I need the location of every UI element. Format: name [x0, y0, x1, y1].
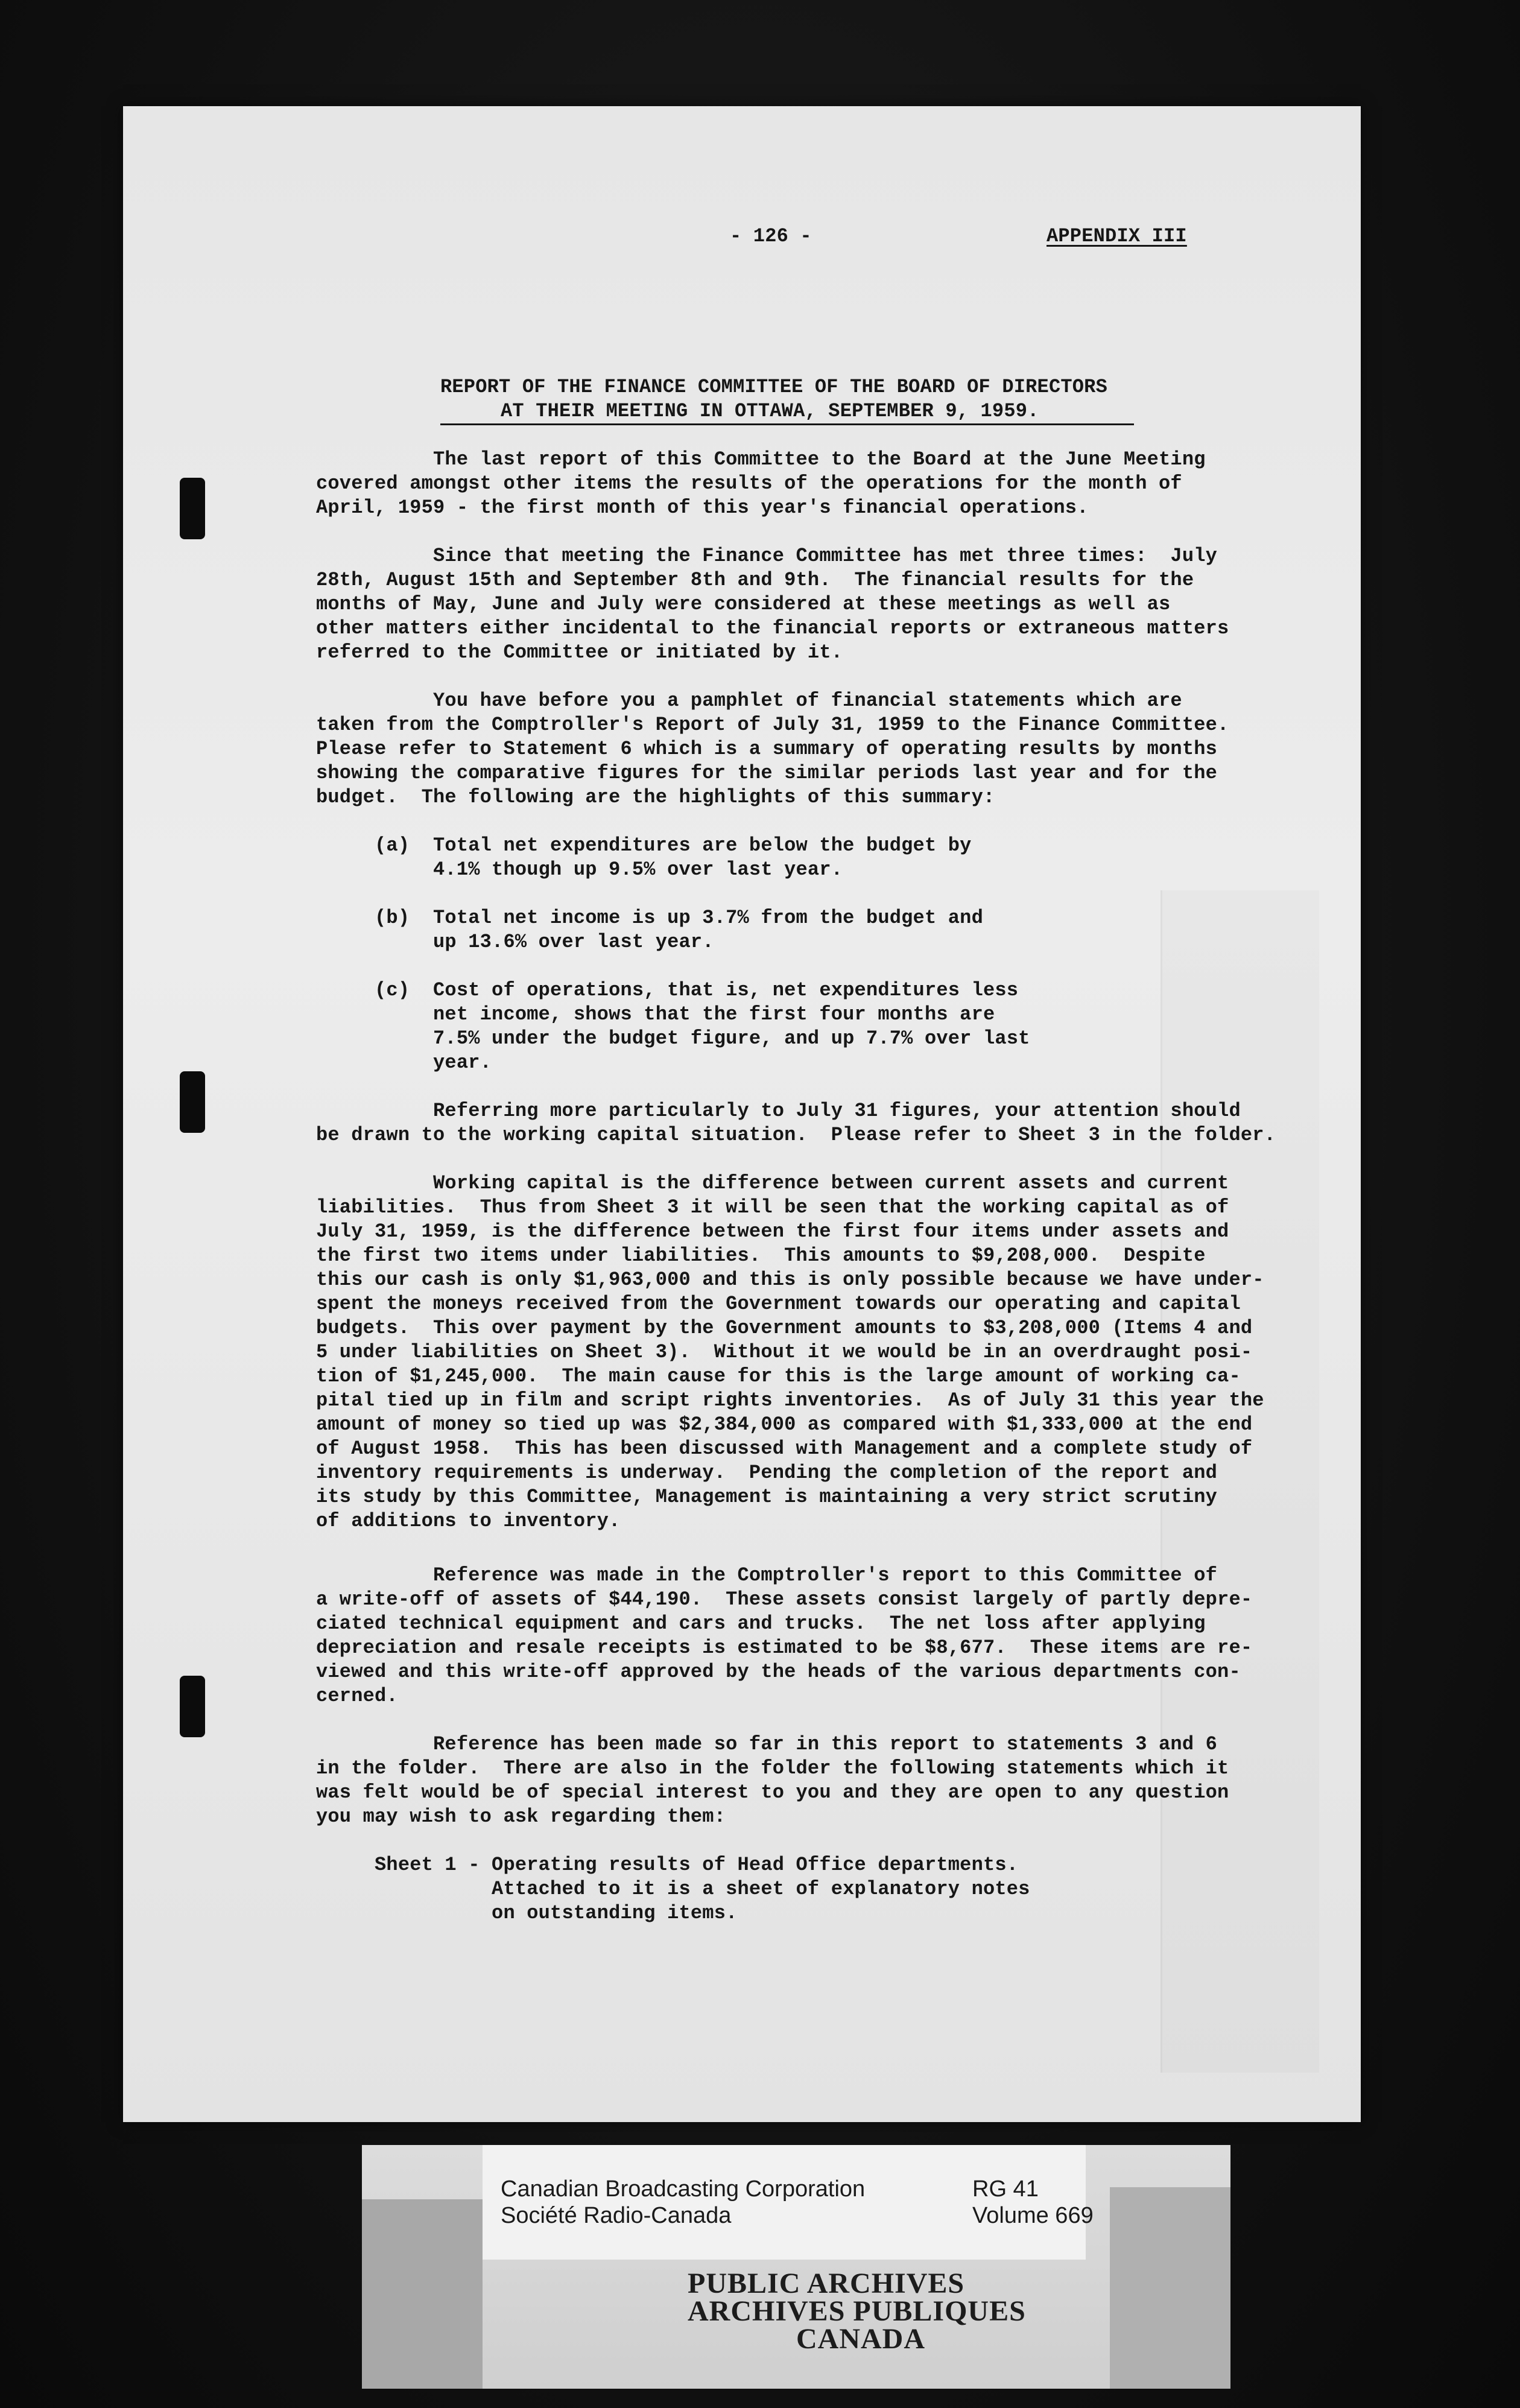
list-item-b: (b) Total net income is up 3.7% from the budget and up 13.6% over last year. — [375, 907, 983, 953]
list-item-c: (c) Cost of operations, that is, net expenditures less net income, shows that the first four months are 7.5% under the budget figure, and up 7.7% over last year. — [375, 979, 1030, 1074]
label-right-tab — [1110, 2187, 1230, 2389]
paragraph-6: Reference was made in the Comptroller's report to this Committee of a write-off of assets of $44,190. These assets consist largely of partly depre- ciated technical equipment and cars and trucks. The net loss after applying depreciation and resale receipts is estimated to be $8,677. These items are re- viewed and this write-off approved by the heads of the various departments con- cerned. — [316, 1564, 1253, 1707]
label-left-tab — [362, 2199, 483, 2389]
punch-hole-top — [180, 478, 205, 539]
stamp-line-1: PUBLIC ARCHIVES — [688, 2267, 965, 2299]
label-card — [483, 2145, 1086, 2260]
archive-label — [362, 2145, 1230, 2389]
volume-number: Volume 669 — [972, 2203, 1094, 2228]
punch-hole-middle — [180, 1071, 205, 1133]
page-number: - 126 - — [730, 225, 812, 247]
appendix-label: APPENDIX III — [1047, 225, 1187, 247]
paragraph-4: Referring more particularly to July 31 figures, your attention should be drawn to the working capital situation. Please refer to Sheet 3 in the folder. — [316, 1100, 1276, 1146]
paragraph-1: The last report of this Committee to the Board at the June Meeting covered amongst other items the results of the operations for the month of April, 1959 - the first month of this year's financial operations. — [316, 448, 1206, 519]
paragraph-5: Working capital is the difference between current assets and current liabilities. Thus from Sheet 3 it will be seen that the working capital as of July 31, 1959, is the difference between the first four items under assets and the first two items under liabilities. This amounts to $9,208,000. Despite this our cash is only $1,963,000 and this is only possible because we have under- spent the moneys received from the Government towards our operating and capital budgets. This over payment by the Government amounts to $3,208,000 (Items 4 and 5 under liabilities on Sheet 3). Without it we would be in an overdraught posi- tion of $1,245,000. The main cause for this is the large amount of working ca- pital tied up in film and script rights inventories. As of July 31 this year the amount of money so tied up was $2,384,000 as compared with $1,333,000 at the end of August 1958. This has been discussed with Management and a complete study of inventory requirements is underway. Pending the completion of the report and its study by this Committee, Management is maintaining a very strict scrutiny of additions to inventory. — [316, 1172, 1264, 1532]
punch-hole-bottom — [180, 1676, 205, 1737]
org-name-english: Canadian Broadcasting Corporation — [501, 2176, 866, 2202]
paragraph-7: Reference has been made so far in this report to statements 3 and 6 in the folder. There are also in the folder the following statements which it was felt would be of special interest to you and they are open to any question you may wish to ask regarding them: — [316, 1733, 1229, 1828]
stamp-line-2: ARCHIVES PUBLIQUES — [688, 2295, 1026, 2327]
title-underline — [440, 423, 1134, 425]
org-name-french: Société Radio-Canada — [501, 2203, 732, 2228]
list-item-a: (a) Total net expenditures are below the budget by 4.1% though up 9.5% over last year. — [375, 834, 972, 881]
sheet-1-item: Sheet 1 - Operating results of Head Office departments. Attached to it is a sheet of explanatory notes on outstanding items. — [375, 1854, 1030, 1924]
report-title-line1: REPORT OF THE FINANCE COMMITTEE OF THE BOARD OF DIRECTORS — [440, 376, 1107, 398]
paragraph-2: Since that meeting the Finance Committee has met three times: July 28th, August 15th and September 8th and 9th. The financial results for the months of May, June and July were considered at these meetings as well as other matters either incidental to the financial reports or extraneous matters referred to the Committee or initiated by it. — [316, 545, 1229, 664]
paragraph-3: You have before you a pamphlet of financial statements which are taken from the Comptroller's Report of July 31, 1959 to the Finance Committee. Please refer to Statement 6 which is a summary of operating results by months showing the comparative figures for the similar periods last year and for the budget. The following are the highlights of this summary: — [316, 689, 1229, 808]
record-group: RG 41 — [972, 2176, 1039, 2202]
stamp-line-3: CANADA — [796, 2323, 925, 2355]
report-title-line2: AT THEIR MEETING IN OTTAWA, SEPTEMBER 9, 1959. — [501, 400, 1039, 422]
